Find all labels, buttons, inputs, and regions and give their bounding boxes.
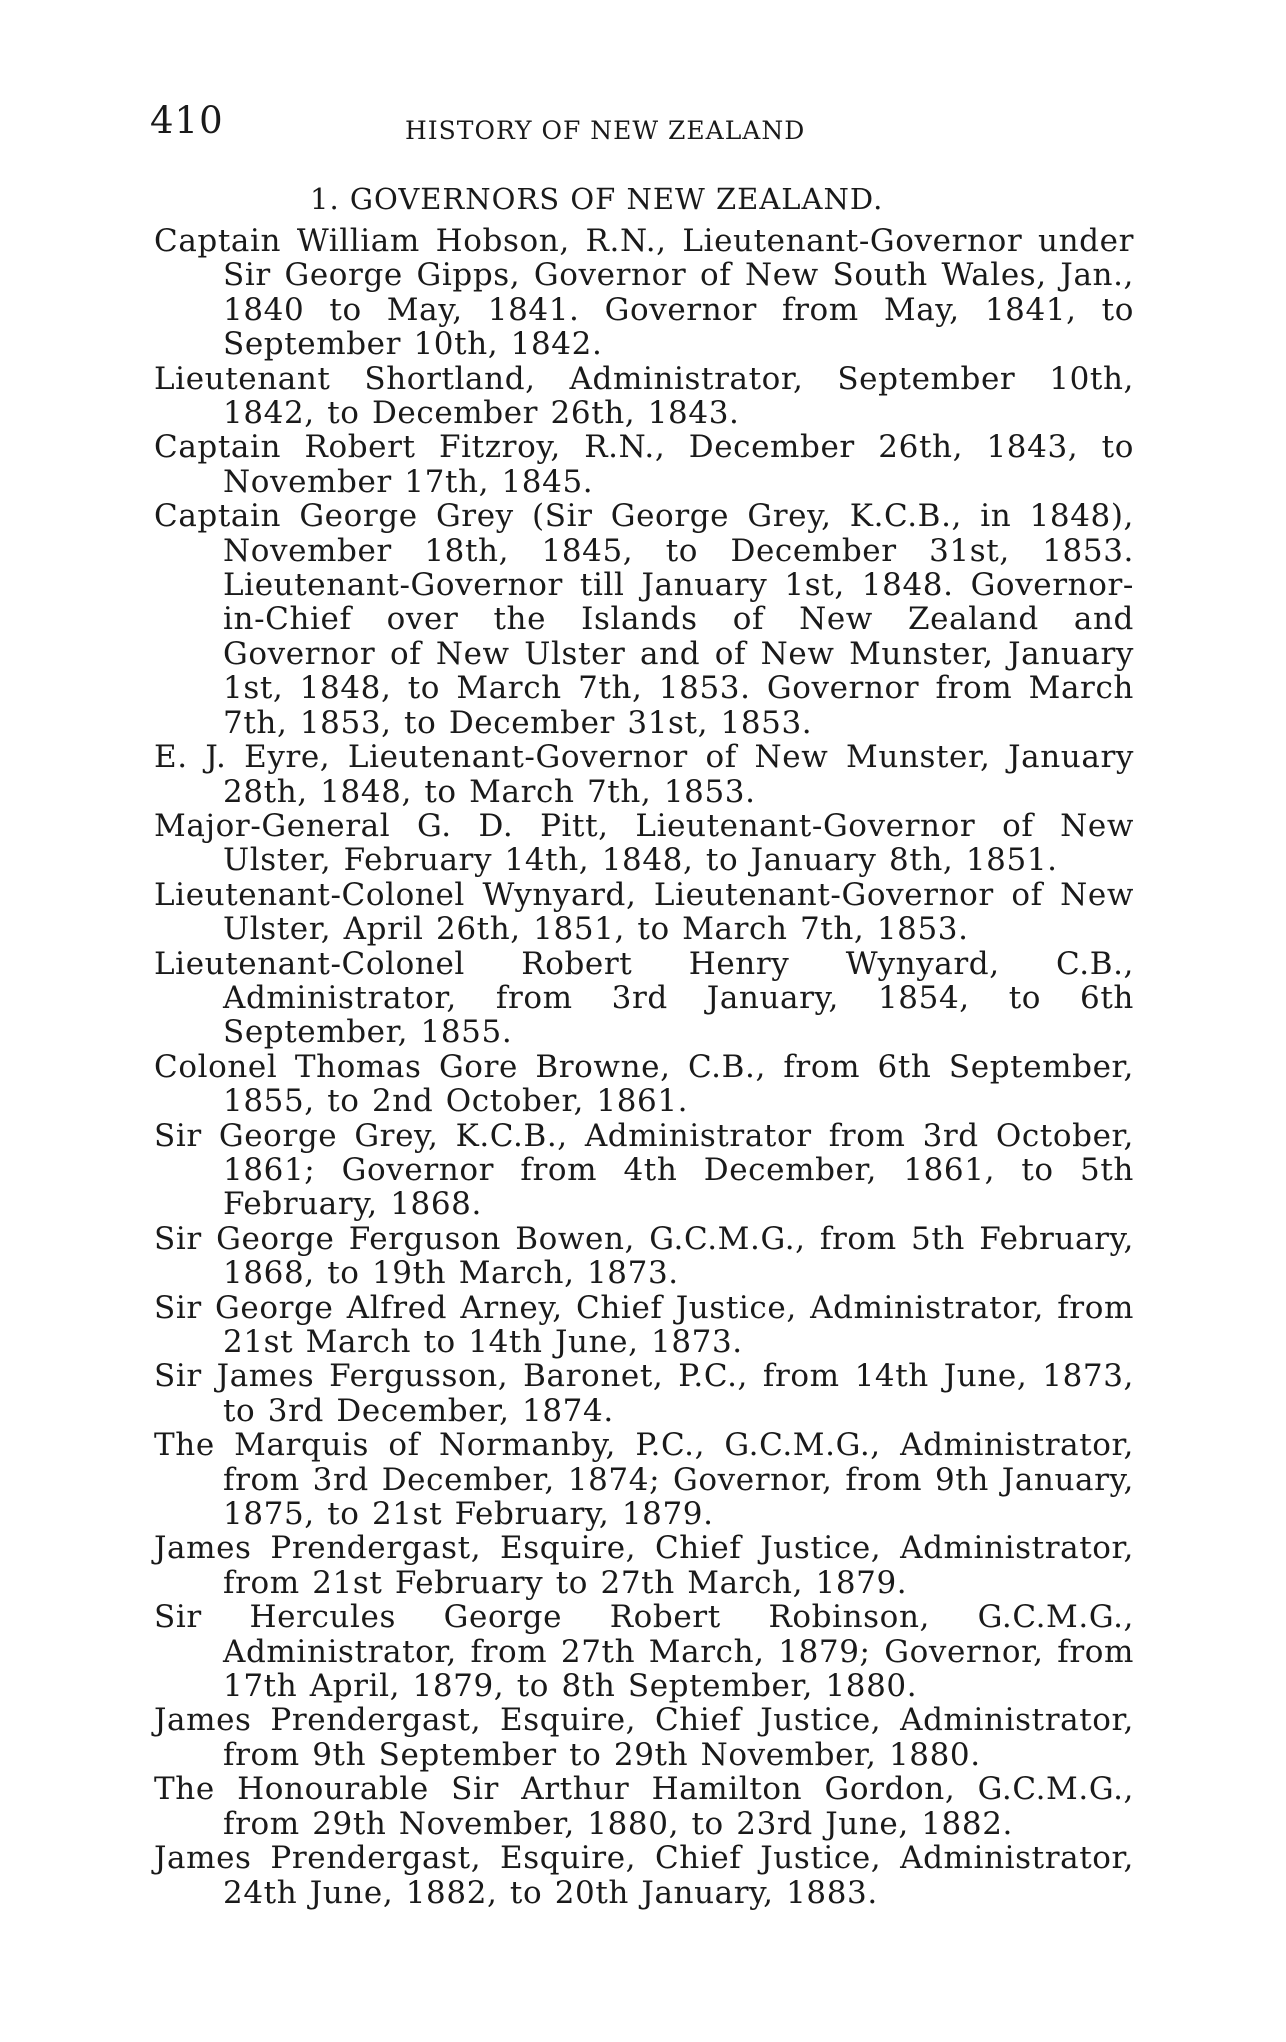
list-item: Colonel Thomas Gore Browne, C.B., from 6th September, 1855, to 2nd October, 1861.	[154, 1048, 1134, 1120]
list-item: The Marquis of Normanby, P.C., G.C.M.G., Administrator, from 3rd December, 1874; Governor, from 9th January, 1875, to 21st February, 1879.	[154, 1427, 1134, 1533]
list-item: Lieutenant Shortland, Administrator, September 10th, 1842, to December 26th, 1843.	[154, 360, 1134, 432]
list-item: James Prendergast, Esquire, Chief Justice, Administrator, from 21st February to 27th March, 1879.	[154, 1530, 1134, 1601]
list-item: E. J. Eyre, Lieutenant-Governor of New Munster, January 28th, 1848, to March 7th, 1853.	[154, 739, 1134, 810]
running-title: HISTORY OF NEW ZEALAND	[405, 116, 806, 145]
list-item: James Prendergast, Esquire, Chief Justice, Administrator, 24th June, 1882, to 20th January, 1883.	[154, 1840, 1134, 1911]
list-item: Captain George Grey (Sir George Grey, K.C.B., in 1848), November 18th, 1845, to December 31st, 1853. Lieutenant-Governor till January 1st, 1848. Governor-in-Chief over the Islands of New Zealand and Governor of New Ulster and of New Munster, January 1st, 1848, to March 7th, 1853. Governor from March 7th, 1853, to December 31st, 1853.	[154, 498, 1134, 741]
page-number: 410	[150, 99, 224, 142]
list-item: The Honourable Sir Arthur Hamilton Gordon, G.C.M.G., from 29th November, 1880, to 23rd June, 1882.	[154, 1771, 1134, 1842]
list-item: Captain Robert Fitzroy, R.N., December 26th, 1843, to November 17th, 1845.	[154, 429, 1134, 500]
list-item: James Prendergast, Esquire, Chief Justice, Administrator, from 9th September to 29th November, 1880.	[154, 1702, 1134, 1773]
list-item: Sir George Ferguson Bowen, G.C.M.G., from 5th February, 1868, to 19th March, 1873.	[154, 1220, 1134, 1292]
list-item: Major-General G. D. Pitt, Lieutenant-Governor of New Ulster, February 14th, 1848, to January 8th, 1851.	[154, 807, 1134, 879]
list-item: Sir George Grey, K.C.B., Administrator from 3rd October, 1861; Governor from 4th December, 1861, to 5th February, 1868.	[154, 1117, 1134, 1223]
governors-list	[154, 224, 1134, 1910]
list-item: Captain William Hobson, R.N., Lieutenant-Governor under Sir George Gipps, Governor of New South Wales, Jan., 1840 to May, 1841. Governor from May, 1841, to September 10th, 1842.	[154, 223, 1134, 363]
list-item: Sir James Fergusson, Baronet, P.C., from 14th June, 1873, to 3rd December, 1874.	[154, 1358, 1134, 1429]
list-item: Lieutenant-Colonel Wynyard, Lieutenant-Governor of New Ulster, April 26th, 1851, to March 7th, 1853.	[154, 876, 1134, 948]
list-item: Lieutenant-Colonel Robert Henry Wynyard, C.B., Administrator, from 3rd January, 1854, to 6th September, 1855.	[154, 945, 1134, 1051]
list-item: Sir Hercules George Robert Robinson, G.C.M.G., Administrator, from 27th March, 1879; Governor, from 17th April, 1879, to 8th September, 1880.	[154, 1599, 1134, 1705]
section-heading: 1. GOVERNORS OF NEW ZEALAND.	[310, 182, 884, 216]
list-item: Sir George Alfred Arney, Chief Justice, Administrator, from 21st March to 14th June, 1873.	[154, 1289, 1134, 1360]
